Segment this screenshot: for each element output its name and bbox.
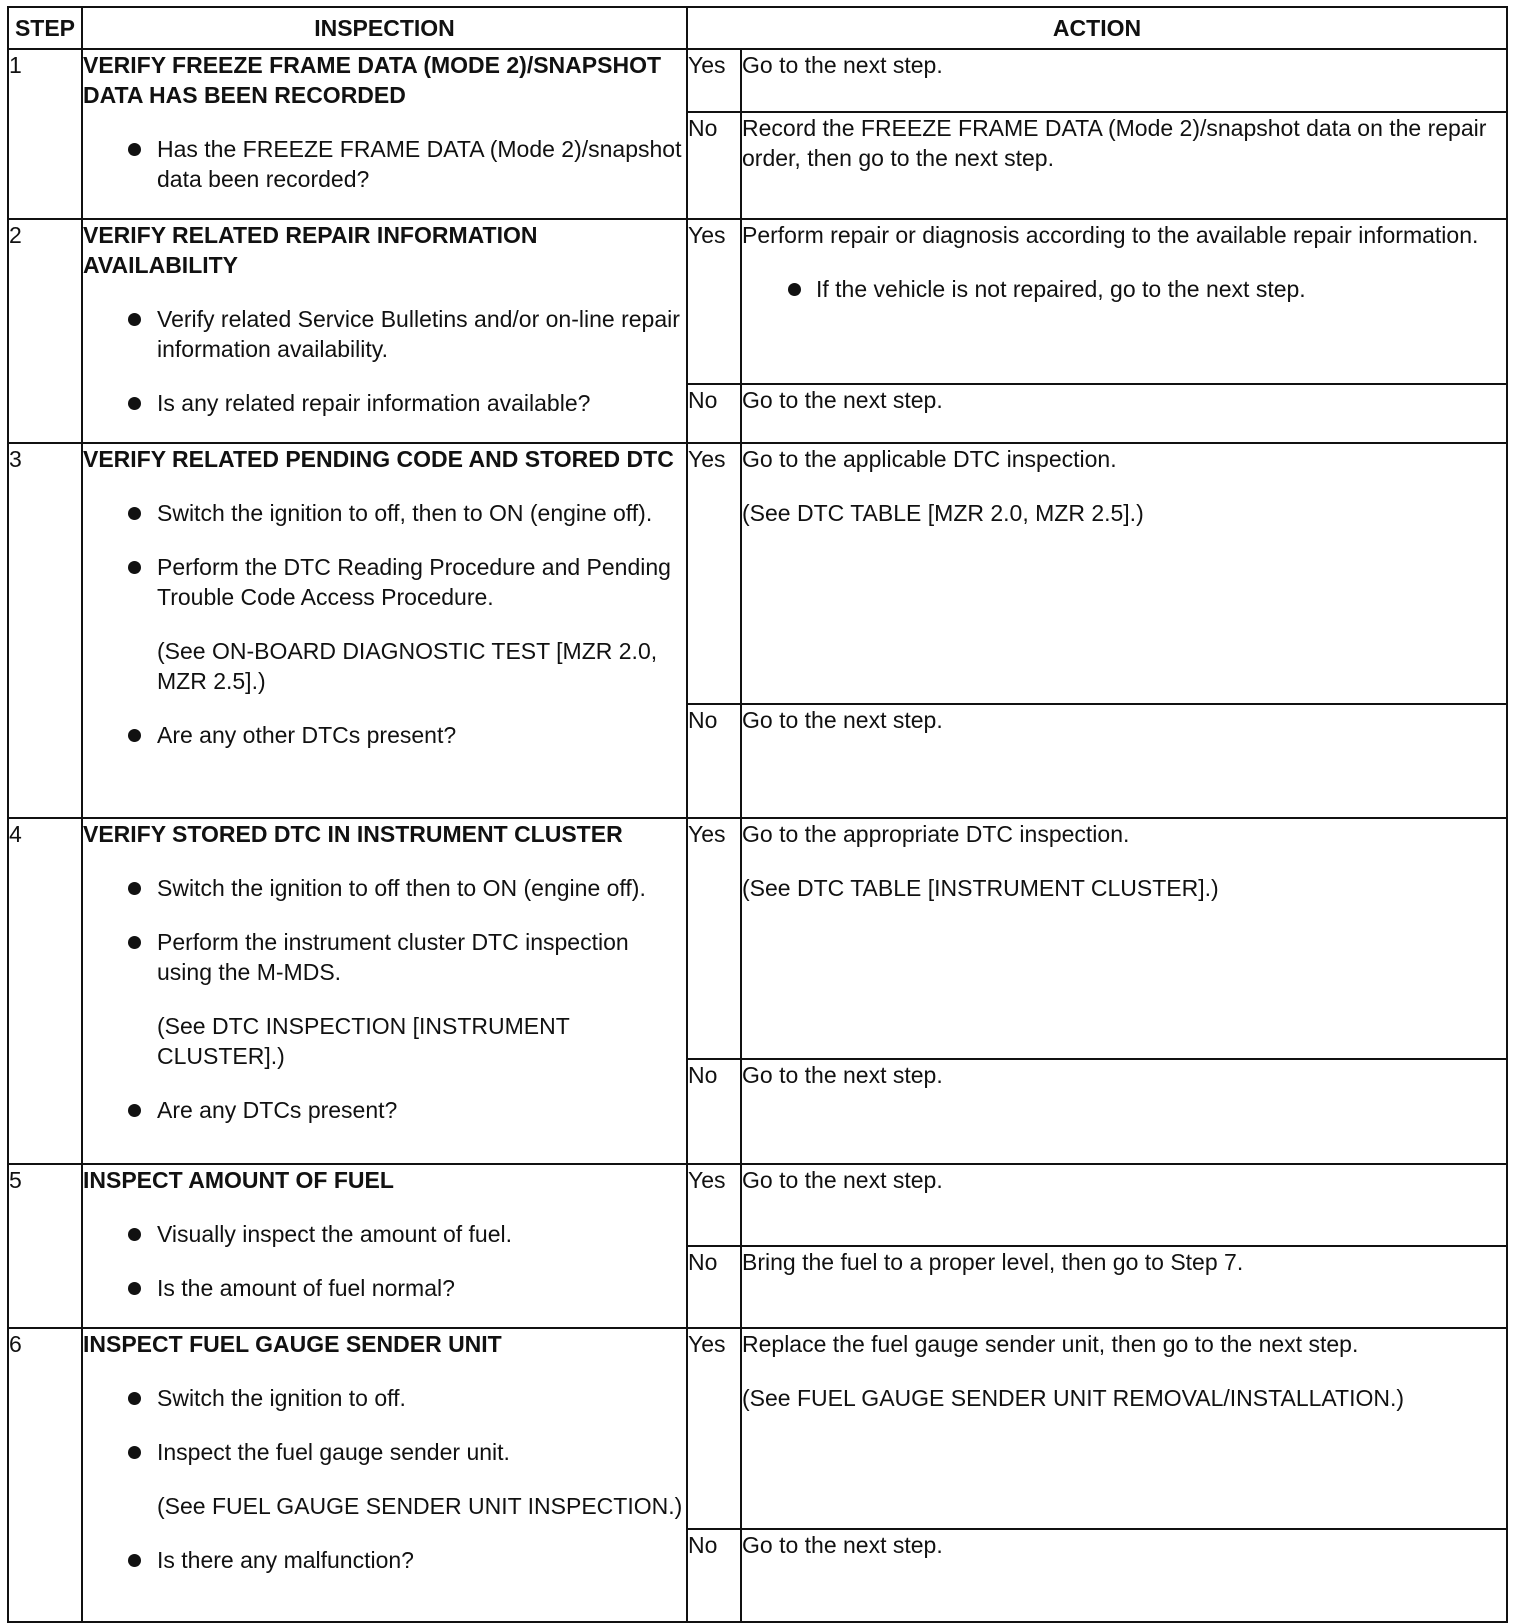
action-text: Perform repair or diagnosis according to the available repair information.: [742, 222, 1479, 248]
inspection-item: Has the FREEZE FRAME DATA (Mode 2)/snapshot data been recorded?: [83, 134, 686, 194]
no-action: [741, 1059, 1507, 1164]
inspection-title: INSPECT FUEL GAUGE SENDER UNIT: [83, 1331, 502, 1357]
header-row: [8, 7, 1507, 49]
yes-action: [741, 49, 1507, 112]
inspection-reference: (See FUEL GAUGE SENDER UNIT INSPECTION.): [157, 1493, 683, 1519]
inspection-item: Switch the ignition to off then to ON (engine off).: [83, 873, 686, 903]
yes-action: [741, 219, 1507, 384]
inspection-title: VERIFY RELATED REPAIR INFORMATION AVAILABILITY: [83, 222, 538, 278]
yes-label: Yes: [687, 818, 741, 1059]
action-text: Go to the next step.: [742, 52, 943, 78]
inspection-item: Inspect the fuel gauge sender unit.: [83, 1437, 686, 1467]
step-number: 4: [8, 818, 82, 1164]
action-text: Go to the next step.: [742, 1062, 943, 1088]
inspection-reference: (See DTC INSPECTION [INSTRUMENT CLUSTER].): [157, 1013, 570, 1069]
inspection-item: Perform the DTC Reading Procedure and Pending Trouble Code Access Procedure.: [83, 552, 686, 612]
no-action: [741, 704, 1507, 818]
inspection-item: Is there any malfunction?: [83, 1545, 686, 1575]
table-row: [8, 1164, 1507, 1246]
table-row: [8, 1328, 1507, 1529]
action-text: Record the FREEZE FRAME DATA (Mode 2)/snapshot data on the repair order, then go to the next step.: [742, 114, 1487, 171]
yes-label: Yes: [687, 219, 741, 384]
inspection-item: Are any DTCs present?: [83, 1095, 686, 1125]
action-text: Go to the next step.: [742, 1167, 943, 1193]
no-action: [741, 112, 1507, 219]
no-label: No: [687, 1529, 741, 1622]
step-number: 2: [8, 219, 82, 443]
no-label: No: [687, 1246, 741, 1328]
action-text: Go to the appropriate DTC inspection.: [742, 821, 1130, 847]
header-action: ACTION: [687, 7, 1507, 49]
table-row: [8, 219, 1507, 384]
inspection-item: Verify related Service Bulletins and/or on-line repair information availability.: [83, 304, 686, 364]
action-reference: (See FUEL GAUGE SENDER UNIT REMOVAL/INSTALLATION.): [742, 1385, 1405, 1411]
no-action: [741, 1246, 1507, 1328]
yes-label: Yes: [687, 49, 741, 112]
yes-action: [741, 818, 1507, 1059]
action-text: Bring the fuel to a proper level, then go to Step 7.: [742, 1249, 1244, 1275]
inspection-cell: [82, 818, 687, 1164]
diagnostic-procedure-table: [7, 6, 1508, 1623]
inspection-cell: [82, 1328, 687, 1622]
no-label: No: [687, 1059, 741, 1164]
step-number: 3: [8, 443, 82, 818]
header-inspection: INSPECTION: [82, 7, 687, 49]
inspection-item: Is any related repair information available?: [83, 388, 686, 418]
no-action: [741, 1529, 1507, 1622]
inspection-item: Is the amount of fuel normal?: [83, 1273, 686, 1303]
inspection-cell: [82, 219, 687, 443]
inspection-cell: [82, 443, 687, 818]
yes-label: Yes: [687, 1328, 741, 1529]
no-label: No: [687, 704, 741, 818]
inspection-title: INSPECT AMOUNT OF FUEL: [83, 1167, 394, 1193]
yes-label: Yes: [687, 443, 741, 704]
action-text: Go to the next step.: [742, 386, 943, 413]
inspection-item: Are any other DTCs present?: [83, 720, 686, 750]
no-label: No: [687, 384, 741, 443]
table-row: [8, 818, 1507, 1059]
inspection-item: Visually inspect the amount of fuel.: [83, 1219, 686, 1249]
action-reference: (See DTC TABLE [MZR 2.0, MZR 2.5].): [742, 500, 1144, 526]
table-row: [8, 443, 1507, 704]
inspection-cell: [82, 1164, 687, 1328]
yes-label: Yes: [687, 1164, 741, 1246]
inspection-item: Switch the ignition to off, then to ON (engine off).: [83, 498, 686, 528]
step-number: 6: [8, 1328, 82, 1622]
action-text: Replace the fuel gauge sender unit, then go to the next step.: [742, 1331, 1359, 1357]
action-text: Go to the next step.: [742, 707, 943, 733]
inspection-title: VERIFY FREEZE FRAME DATA (MODE 2)/SNAPSHOT DATA HAS BEEN RECORDED: [83, 52, 662, 108]
no-action: [741, 384, 1507, 443]
action-text: Go to the next step.: [742, 1532, 943, 1558]
inspection-item: Perform the instrument cluster DTC inspection using the M-MDS.: [83, 927, 686, 987]
yes-action: [741, 1164, 1507, 1246]
yes-action: [741, 1328, 1507, 1529]
inspection-reference: (See ON-BOARD DIAGNOSTIC TEST [MZR 2.0, MZR 2.5].): [157, 638, 658, 694]
inspection-title: VERIFY STORED DTC IN INSTRUMENT CLUSTER: [83, 821, 623, 847]
yes-action: [741, 443, 1507, 704]
action-text: Go to the applicable DTC inspection.: [742, 446, 1117, 472]
action-reference: (See DTC TABLE [INSTRUMENT CLUSTER].): [742, 875, 1219, 901]
table-row: [8, 49, 1507, 112]
action-bullet: If the vehicle is not repaired, go to the next step.: [742, 274, 1506, 304]
header-step: STEP: [8, 7, 82, 49]
no-label: No: [687, 112, 741, 219]
inspection-title: VERIFY RELATED PENDING CODE AND STORED DTC: [83, 446, 674, 472]
inspection-item: Switch the ignition to off.: [83, 1383, 686, 1413]
inspection-cell: [82, 49, 687, 219]
step-number: 5: [8, 1164, 82, 1328]
step-number: 1: [8, 49, 82, 219]
